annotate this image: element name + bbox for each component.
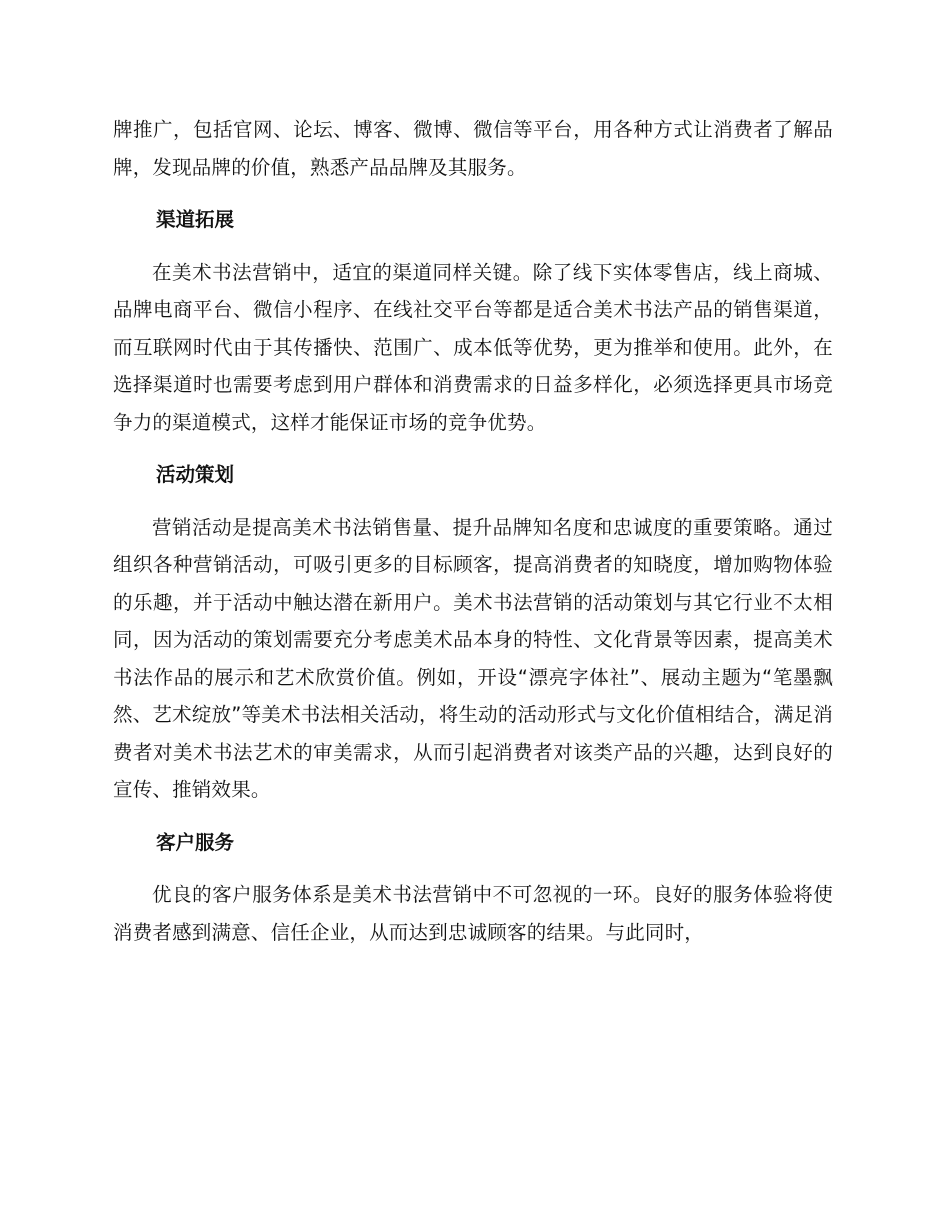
section-paragraph-channel-expansion: 在美术书法营销中，适宜的渠道同样关键。除了线下实体零售店，线上商城、品牌电商平台、微信小程序、在线社交平台等都是适合美术书法产品的销售渠道，而互联网时代由于其传播快、范围广、成本低等优势，更为推举和使用。此外，在选择渠道时也需要考虑到用户群体和消费需求的日益多样化，必须选择更具市场竞争力的渠道模式，这样才能保证市场的竞争优势。: [113, 260, 833, 434]
section-paragraph-customer-service: 优良的客户服务体系是美术书法营销中不可忽视的一环。良好的服务体验将使消费者感到满意、信任企业，从而达到忠诚顾客的结果。与此同时，: [113, 883, 833, 944]
document-body: [113, 111, 833, 951]
section-heading-event-planning: 活动策划: [156, 463, 235, 486]
section-heading-channel-expansion: 渠道拓展: [156, 208, 235, 231]
section-heading-customer-service: 客户服务: [156, 830, 235, 854]
section-paragraph-event-planning: 营销活动是提高美术书法销售量、提升品牌知名度和忠诚度的重要策略。通过组织各种营销活动，可吸引更多的目标顾客，提高消费者的知晓度，增加购物体验的乐趣，并于活动中触达潜在新用户。美术书法营销的活动策划与其它行业不太相同，因为活动的策划需要充分考虑美术品本身的特性、文化背景等因素，提高美术书法作品的展示和艺术欣赏价值。例如，开设“漂亮字体社”、展动主题为“笔墨飘然、艺术绽放”等美术书法相关活动，将生动的活动形式与文化价值相结合，满足消费者对美术书法艺术的审美需求，从而引起消费者对该类产品的兴趣，达到良好的宣传、推销效果。: [113, 515, 833, 801]
continuation-paragraph: 牌推广，包括官网、论坛、博客、微博、微信等平台，用各种方式让消费者了解品牌，发现品牌的价值，熟悉产品品牌及其服务。: [113, 118, 833, 179]
